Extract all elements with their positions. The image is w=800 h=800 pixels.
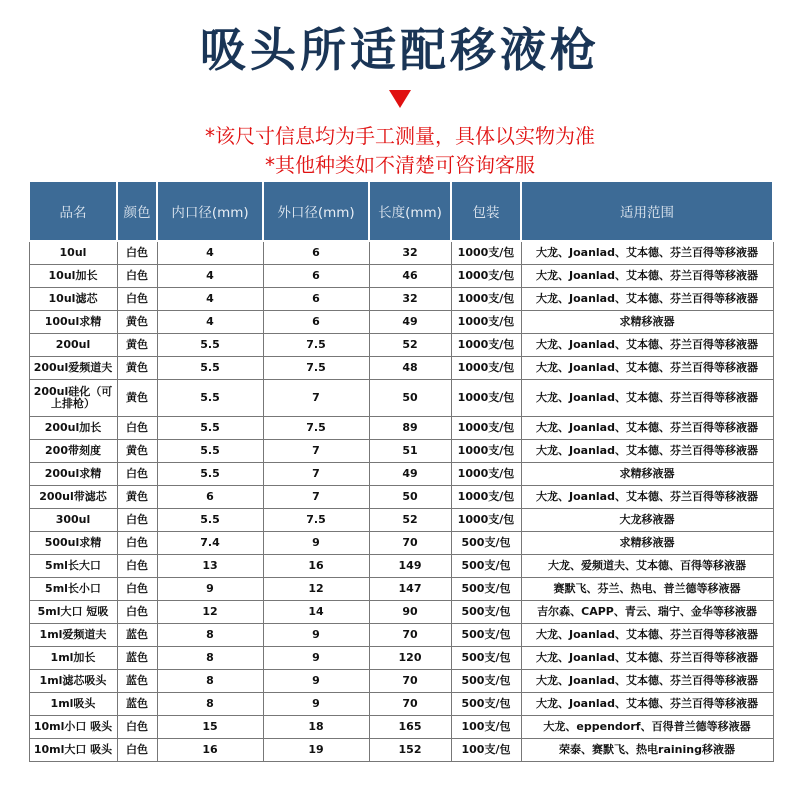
- cell-color: 白色: [117, 716, 157, 739]
- cell-color: 蓝色: [117, 624, 157, 647]
- cell-range: 大龙、Joanlad、艾本德、芬兰百得等移液器: [521, 357, 773, 380]
- cell-inner-diameter: 8: [157, 693, 263, 716]
- cell-name: 1ml爱频道夫: [29, 624, 117, 647]
- cell-inner-diameter: 12: [157, 601, 263, 624]
- cell-inner-diameter: 7.4: [157, 532, 263, 555]
- cell-length: 152: [369, 739, 451, 762]
- table-row: [29, 440, 773, 463]
- table-row: [29, 241, 773, 265]
- cell-name: 300ul: [29, 509, 117, 532]
- cell-inner-diameter: 15: [157, 716, 263, 739]
- cell-inner-diameter: 5.5: [157, 417, 263, 440]
- table-row: [29, 265, 773, 288]
- cell-packaging: 500支/包: [451, 624, 521, 647]
- cell-name: 1ml加长: [29, 647, 117, 670]
- cell-name: 100ul求精: [29, 311, 117, 334]
- cell-length: 70: [369, 670, 451, 693]
- cell-packaging: 1000支/包: [451, 417, 521, 440]
- cell-packaging: 1000支/包: [451, 380, 521, 417]
- cell-length: 89: [369, 417, 451, 440]
- cell-length: 52: [369, 334, 451, 357]
- cell-inner-diameter: 16: [157, 739, 263, 762]
- cell-inner-diameter: 8: [157, 670, 263, 693]
- cell-outer-diameter: 7: [263, 463, 369, 486]
- table-row: [29, 693, 773, 716]
- cell-outer-diameter: 7: [263, 440, 369, 463]
- cell-inner-diameter: 4: [157, 241, 263, 265]
- header-inner-diameter: 内口径(mm): [157, 181, 263, 241]
- cell-length: 52: [369, 509, 451, 532]
- cell-range: 大龙移液器: [521, 509, 773, 532]
- header-color: 颜色: [117, 181, 157, 241]
- cell-name: 5ml长大口: [29, 555, 117, 578]
- cell-outer-diameter: 7: [263, 380, 369, 417]
- cell-inner-diameter: 5.5: [157, 334, 263, 357]
- cell-length: 49: [369, 463, 451, 486]
- cell-packaging: 1000支/包: [451, 486, 521, 509]
- cell-length: 165: [369, 716, 451, 739]
- table-row: [29, 601, 773, 624]
- cell-name: 200ul: [29, 334, 117, 357]
- table-row: [29, 486, 773, 509]
- table-row: [29, 739, 773, 762]
- cell-outer-diameter: 7.5: [263, 357, 369, 380]
- cell-packaging: 1000支/包: [451, 311, 521, 334]
- cell-packaging: 500支/包: [451, 578, 521, 601]
- cell-length: 70: [369, 624, 451, 647]
- cell-outer-diameter: 7: [263, 486, 369, 509]
- cell-packaging: 100支/包: [451, 716, 521, 739]
- table-row: [29, 532, 773, 555]
- cell-color: 白色: [117, 532, 157, 555]
- cell-range: 大龙、Joanlad、艾本德、芬兰百得等移液器: [521, 241, 773, 265]
- cell-color: 白色: [117, 555, 157, 578]
- cell-color: 黄色: [117, 311, 157, 334]
- cell-name: 200ul带滤芯: [29, 486, 117, 509]
- cell-outer-diameter: 9: [263, 647, 369, 670]
- cell-name: 5ml大口 短吸: [29, 601, 117, 624]
- cell-color: 黄色: [117, 380, 157, 417]
- cell-length: 147: [369, 578, 451, 601]
- cell-inner-diameter: 8: [157, 624, 263, 647]
- table-row: [29, 670, 773, 693]
- table-header-row: [29, 181, 773, 241]
- table-row: [29, 311, 773, 334]
- table-row: [29, 624, 773, 647]
- cell-range: 荣泰、赛默飞、热电raining移液器: [521, 739, 773, 762]
- cell-inner-diameter: 8: [157, 647, 263, 670]
- cell-range: 大龙、Joanlad、艾本德、芬兰百得等移液器: [521, 647, 773, 670]
- table-row: [29, 509, 773, 532]
- cell-length: 50: [369, 486, 451, 509]
- cell-name: 10ul: [29, 241, 117, 265]
- cell-inner-diameter: 5.5: [157, 357, 263, 380]
- cell-inner-diameter: 4: [157, 265, 263, 288]
- cell-inner-diameter: 4: [157, 311, 263, 334]
- cell-color: 黄色: [117, 486, 157, 509]
- cell-outer-diameter: 6: [263, 311, 369, 334]
- cell-outer-diameter: 12: [263, 578, 369, 601]
- cell-name: 1ml滤芯吸头: [29, 670, 117, 693]
- cell-packaging: 1000支/包: [451, 265, 521, 288]
- cell-length: 32: [369, 288, 451, 311]
- cell-color: 白色: [117, 578, 157, 601]
- cell-range: 大龙、Joanlad、艾本德、芬兰百得等移液器: [521, 670, 773, 693]
- cell-packaging: 1000支/包: [451, 463, 521, 486]
- cell-packaging: 500支/包: [451, 555, 521, 578]
- cell-inner-diameter: 5.5: [157, 463, 263, 486]
- cell-packaging: 500支/包: [451, 670, 521, 693]
- cell-length: 149: [369, 555, 451, 578]
- header-applicable-range: 适用范围: [521, 181, 773, 241]
- cell-name: 10ul加长: [29, 265, 117, 288]
- cell-range: 赛默飞、芬兰、热电、普兰德等移液器: [521, 578, 773, 601]
- cell-packaging: 1000支/包: [451, 288, 521, 311]
- cell-name: 1ml吸头: [29, 693, 117, 716]
- cell-name: 200ul爱频道夫: [29, 357, 117, 380]
- cell-length: 51: [369, 440, 451, 463]
- cell-length: 70: [369, 532, 451, 555]
- cell-packaging: 1000支/包: [451, 241, 521, 265]
- cell-range: 大龙、爱频道夫、艾本德、百得等移液器: [521, 555, 773, 578]
- cell-color: 白色: [117, 265, 157, 288]
- cell-packaging: 1000支/包: [451, 357, 521, 380]
- cell-length: 48: [369, 357, 451, 380]
- cell-packaging: 1000支/包: [451, 334, 521, 357]
- cell-range: 大龙、Joanlad、艾本德、芬兰百得等移液器: [521, 380, 773, 417]
- cell-outer-diameter: 6: [263, 265, 369, 288]
- cell-length: 70: [369, 693, 451, 716]
- page-title: 吸头所适配移液枪: [200, 23, 600, 77]
- cell-inner-diameter: 13: [157, 555, 263, 578]
- cell-inner-diameter: 5.5: [157, 509, 263, 532]
- cell-name: 5ml长小口: [29, 578, 117, 601]
- header-length: 长度(mm): [369, 181, 451, 241]
- cell-range: 求精移液器: [521, 463, 773, 486]
- cell-color: 黄色: [117, 440, 157, 463]
- table-row: [29, 380, 773, 417]
- cell-outer-diameter: 6: [263, 288, 369, 311]
- cell-color: 黄色: [117, 357, 157, 380]
- cell-outer-diameter: 6: [263, 241, 369, 265]
- header-outer-diameter: 外口径(mm): [263, 181, 369, 241]
- cell-color: 蓝色: [117, 647, 157, 670]
- cell-color: 白色: [117, 601, 157, 624]
- cell-range: 大龙、Joanlad、艾本德、芬兰百得等移液器: [521, 288, 773, 311]
- cell-length: 46: [369, 265, 451, 288]
- cell-inner-diameter: 6: [157, 486, 263, 509]
- cell-name: 10ul滤芯: [29, 288, 117, 311]
- cell-outer-diameter: 19: [263, 739, 369, 762]
- cell-outer-diameter: 7.5: [263, 334, 369, 357]
- table-row: [29, 288, 773, 311]
- cell-name: 10ml大口 吸头: [29, 739, 117, 762]
- cell-color: 蓝色: [117, 670, 157, 693]
- cell-packaging: 500支/包: [451, 601, 521, 624]
- contact-note: *其他种类如不清楚可咨询客服: [265, 153, 535, 177]
- cell-color: 白色: [117, 288, 157, 311]
- cell-color: 白色: [117, 463, 157, 486]
- cell-inner-diameter: 5.5: [157, 440, 263, 463]
- cell-outer-diameter: 7.5: [263, 509, 369, 532]
- cell-range: 大龙、Joanlad、艾本德、芬兰百得等移液器: [521, 334, 773, 357]
- cell-length: 50: [369, 380, 451, 417]
- cell-color: 黄色: [117, 334, 157, 357]
- table-row: [29, 555, 773, 578]
- cell-range: 大龙、eppendorf、百得普兰德等移液器: [521, 716, 773, 739]
- cell-outer-diameter: 9: [263, 624, 369, 647]
- cell-range: 大龙、Joanlad、艾本德、芬兰百得等移液器: [521, 265, 773, 288]
- cell-inner-diameter: 5.5: [157, 380, 263, 417]
- spec-table: [28, 180, 774, 762]
- cell-name: 10ml小口 吸头: [29, 716, 117, 739]
- cell-inner-diameter: 9: [157, 578, 263, 601]
- cell-range: 求精移液器: [521, 311, 773, 334]
- cell-length: 49: [369, 311, 451, 334]
- cell-packaging: 1000支/包: [451, 509, 521, 532]
- header-packaging: 包装: [451, 181, 521, 241]
- cell-range: 大龙、Joanlad、艾本德、芬兰百得等移液器: [521, 417, 773, 440]
- cell-outer-diameter: 9: [263, 693, 369, 716]
- cell-outer-diameter: 7.5: [263, 417, 369, 440]
- cell-name: 500ul求精: [29, 532, 117, 555]
- table-row: [29, 417, 773, 440]
- cell-outer-diameter: 16: [263, 555, 369, 578]
- cell-range: 大龙、Joanlad、艾本德、芬兰百得等移液器: [521, 486, 773, 509]
- cell-packaging: 500支/包: [451, 693, 521, 716]
- table-row: [29, 716, 773, 739]
- cell-color: 蓝色: [117, 693, 157, 716]
- header-name: 品名: [29, 181, 117, 241]
- cell-range: 大龙、Joanlad、艾本德、芬兰百得等移液器: [521, 440, 773, 463]
- cell-outer-diameter: 14: [263, 601, 369, 624]
- cell-length: 90: [369, 601, 451, 624]
- table-row: [29, 578, 773, 601]
- cell-range: 吉尔森、CAPP、青云、瑞宁、金华等移液器: [521, 601, 773, 624]
- measurement-note: *该尺寸信息均为手工测量，具体以实物为准: [205, 124, 595, 148]
- cell-length: 120: [369, 647, 451, 670]
- table-row: [29, 647, 773, 670]
- cell-outer-diameter: 9: [263, 670, 369, 693]
- table-row: [29, 463, 773, 486]
- cell-color: 白色: [117, 509, 157, 532]
- cell-color: 白色: [117, 739, 157, 762]
- cell-outer-diameter: 9: [263, 532, 369, 555]
- cell-packaging: 500支/包: [451, 647, 521, 670]
- cell-packaging: 500支/包: [451, 532, 521, 555]
- cell-range: 大龙、Joanlad、艾本德、芬兰百得等移液器: [521, 624, 773, 647]
- cell-packaging: 1000支/包: [451, 440, 521, 463]
- cell-inner-diameter: 4: [157, 288, 263, 311]
- cell-packaging: 100支/包: [451, 739, 521, 762]
- cell-color: 白色: [117, 417, 157, 440]
- cell-name: 200ul硅化（可上排枪）: [29, 380, 117, 417]
- table-body: [29, 241, 773, 762]
- table-row: [29, 357, 773, 380]
- cell-name: 200带刻度: [29, 440, 117, 463]
- cell-color: 白色: [117, 241, 157, 265]
- cell-range: 求精移液器: [521, 532, 773, 555]
- cell-name: 200ul加长: [29, 417, 117, 440]
- cell-name: 200ul求精: [29, 463, 117, 486]
- down-arrow-icon: [389, 90, 411, 108]
- cell-length: 32: [369, 241, 451, 265]
- cell-range: 大龙、Joanlad、艾本德、芬兰百得等移液器: [521, 693, 773, 716]
- cell-outer-diameter: 18: [263, 716, 369, 739]
- table-row: [29, 334, 773, 357]
